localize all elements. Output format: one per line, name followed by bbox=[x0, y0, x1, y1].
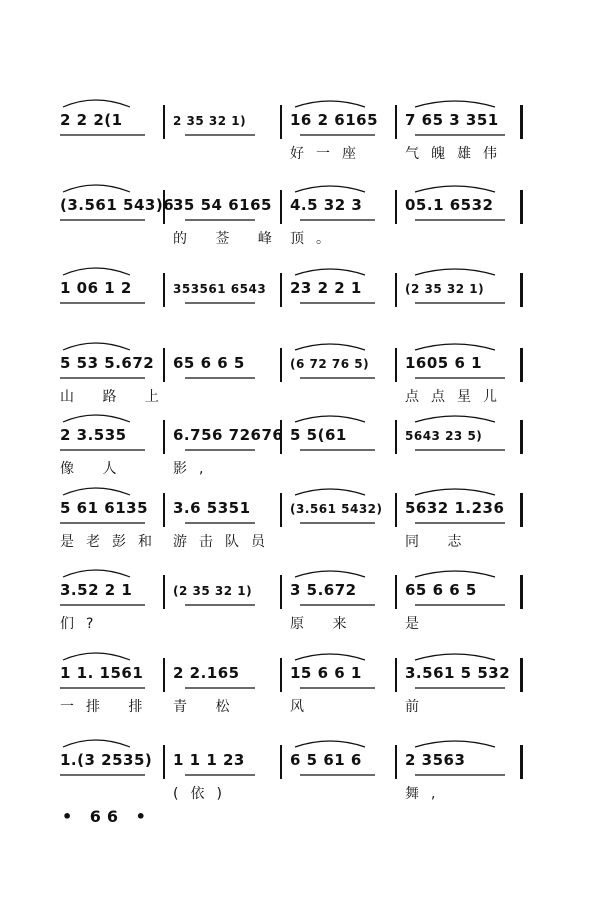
bar-line bbox=[520, 348, 523, 382]
measure-notation: (3.561 5432) bbox=[290, 502, 383, 516]
lyric-text: 好一座 bbox=[290, 146, 368, 162]
measure-notation: 1605 6 1 bbox=[405, 354, 483, 372]
bar-line bbox=[395, 420, 397, 454]
measure-notation: 6.756 72676 bbox=[173, 426, 284, 444]
bar-line bbox=[163, 745, 165, 779]
lyric-text: 同 志 bbox=[405, 534, 474, 550]
bar-line bbox=[520, 273, 523, 307]
bar-line bbox=[520, 658, 523, 692]
lyric-text: 像 人 bbox=[60, 461, 129, 477]
measure-notation: 35 54 6165 bbox=[173, 196, 272, 214]
lyric-text: 们? bbox=[60, 616, 106, 632]
measure-notation: 3.561 5 532 bbox=[405, 664, 511, 682]
measure-notation: 353561 6543 bbox=[173, 282, 267, 296]
lyric-text: 风 bbox=[290, 699, 316, 715]
measure-notation: 3.52 2 1 bbox=[60, 581, 133, 599]
lyric-text: 气魄雄伟 bbox=[405, 146, 509, 162]
lyric-text: 的 莶 峰 bbox=[173, 231, 284, 247]
measure-notation: 2 3.535 bbox=[60, 426, 127, 444]
bar-line bbox=[395, 493, 397, 527]
lyric-text: 一排 排 bbox=[60, 699, 155, 715]
bar-line bbox=[163, 493, 165, 527]
measure-notation: 2 2 2(1 bbox=[60, 111, 123, 129]
score-system bbox=[55, 263, 535, 333]
lyric-text: 游击队员 bbox=[173, 534, 277, 550]
lyric-text: 是 bbox=[405, 616, 431, 632]
measure-notation: 1 06 1 2 bbox=[60, 279, 132, 297]
measure-notation: 5 61 6135 bbox=[60, 499, 149, 517]
score-system bbox=[55, 648, 535, 718]
bar-line bbox=[395, 658, 397, 692]
bar-line bbox=[163, 105, 165, 139]
bar-line bbox=[163, 273, 165, 307]
measure-notation: 3.6 5351 bbox=[173, 499, 251, 517]
bar-line bbox=[163, 348, 165, 382]
measure-notation: 7 65 3 351 bbox=[405, 111, 499, 129]
measure-notation: 05.1 6532 bbox=[405, 196, 494, 214]
measure-notation: 15 6 6 1 bbox=[290, 664, 362, 682]
bar-line bbox=[280, 348, 282, 382]
measure-notation: 1 1 1 23 bbox=[173, 751, 245, 769]
lyric-text: (依) bbox=[173, 786, 234, 802]
measure-notation: 5643 23 5) bbox=[405, 429, 483, 443]
measure-notation: 23 2 2 1 bbox=[290, 279, 362, 297]
lyric-text: 舞, bbox=[405, 786, 448, 802]
bar-line bbox=[520, 745, 523, 779]
bar-line bbox=[520, 575, 523, 609]
bar-line bbox=[395, 190, 397, 224]
bar-line bbox=[520, 105, 523, 139]
measure-notation: 3 5.672 bbox=[290, 581, 357, 599]
bar-line bbox=[280, 658, 282, 692]
bar-line bbox=[280, 575, 282, 609]
measure-notation: 4.5 32 3 bbox=[290, 196, 363, 214]
measure-notation: (3.561 543)6 bbox=[60, 196, 175, 214]
measure-notation: 2 2.165 bbox=[173, 664, 240, 682]
score-system bbox=[55, 95, 535, 165]
bar-line bbox=[395, 273, 397, 307]
page-number: • 66 • bbox=[62, 807, 152, 826]
measure-notation: 1 1. 1561 bbox=[60, 664, 144, 682]
measure-notation: 2 35 32 1) bbox=[173, 114, 247, 128]
bar-line bbox=[280, 493, 282, 527]
score-system bbox=[55, 338, 535, 408]
measure-notation: 2 3563 bbox=[405, 751, 466, 769]
bar-line bbox=[520, 493, 523, 527]
measure-notation: 5 5(61 bbox=[290, 426, 347, 444]
measure-notation: (6 72 76 5) bbox=[290, 357, 370, 371]
bar-line bbox=[280, 273, 282, 307]
measure-notation: 5632 1.236 bbox=[405, 499, 505, 517]
bar-line bbox=[280, 105, 282, 139]
bar-line bbox=[163, 420, 165, 454]
bar-line bbox=[520, 190, 523, 224]
lyric-text: 点点星儿 bbox=[405, 389, 509, 405]
measure-notation: 5 53 5.672 bbox=[60, 354, 155, 372]
measure-notation: 1.(3 2535) bbox=[60, 751, 153, 769]
lyric-text: 青 松 bbox=[173, 699, 242, 715]
lyric-text: 原 来 bbox=[290, 616, 359, 632]
bar-line bbox=[395, 105, 397, 139]
lyric-text: 顶。 bbox=[290, 231, 342, 247]
measure-notation: 16 2 6165 bbox=[290, 111, 379, 129]
bar-line bbox=[163, 658, 165, 692]
bar-line bbox=[520, 420, 523, 454]
score-system bbox=[55, 410, 535, 480]
measure-notation: (2 35 32 1) bbox=[173, 584, 253, 598]
score-system bbox=[55, 483, 535, 553]
score-system bbox=[55, 180, 535, 250]
lyric-text: 山 路 上 bbox=[60, 389, 171, 405]
measure-notation: (2 35 32 1) bbox=[405, 282, 485, 296]
lyric-text: 是老彭和 bbox=[60, 534, 164, 550]
bar-line bbox=[163, 575, 165, 609]
bar-line bbox=[395, 348, 397, 382]
lyric-text: 前 bbox=[405, 699, 431, 715]
bar-line bbox=[280, 745, 282, 779]
score-system bbox=[55, 565, 535, 635]
lyric-text: 影, bbox=[173, 461, 216, 477]
measure-notation: 65 6 6 5 bbox=[405, 581, 477, 599]
bar-line bbox=[395, 575, 397, 609]
measure-notation: 6 5 61 6 bbox=[290, 751, 362, 769]
bar-line bbox=[280, 190, 282, 224]
bar-line bbox=[395, 745, 397, 779]
measure-notation: 65 6 6 5 bbox=[173, 354, 245, 372]
score-system bbox=[55, 735, 535, 805]
